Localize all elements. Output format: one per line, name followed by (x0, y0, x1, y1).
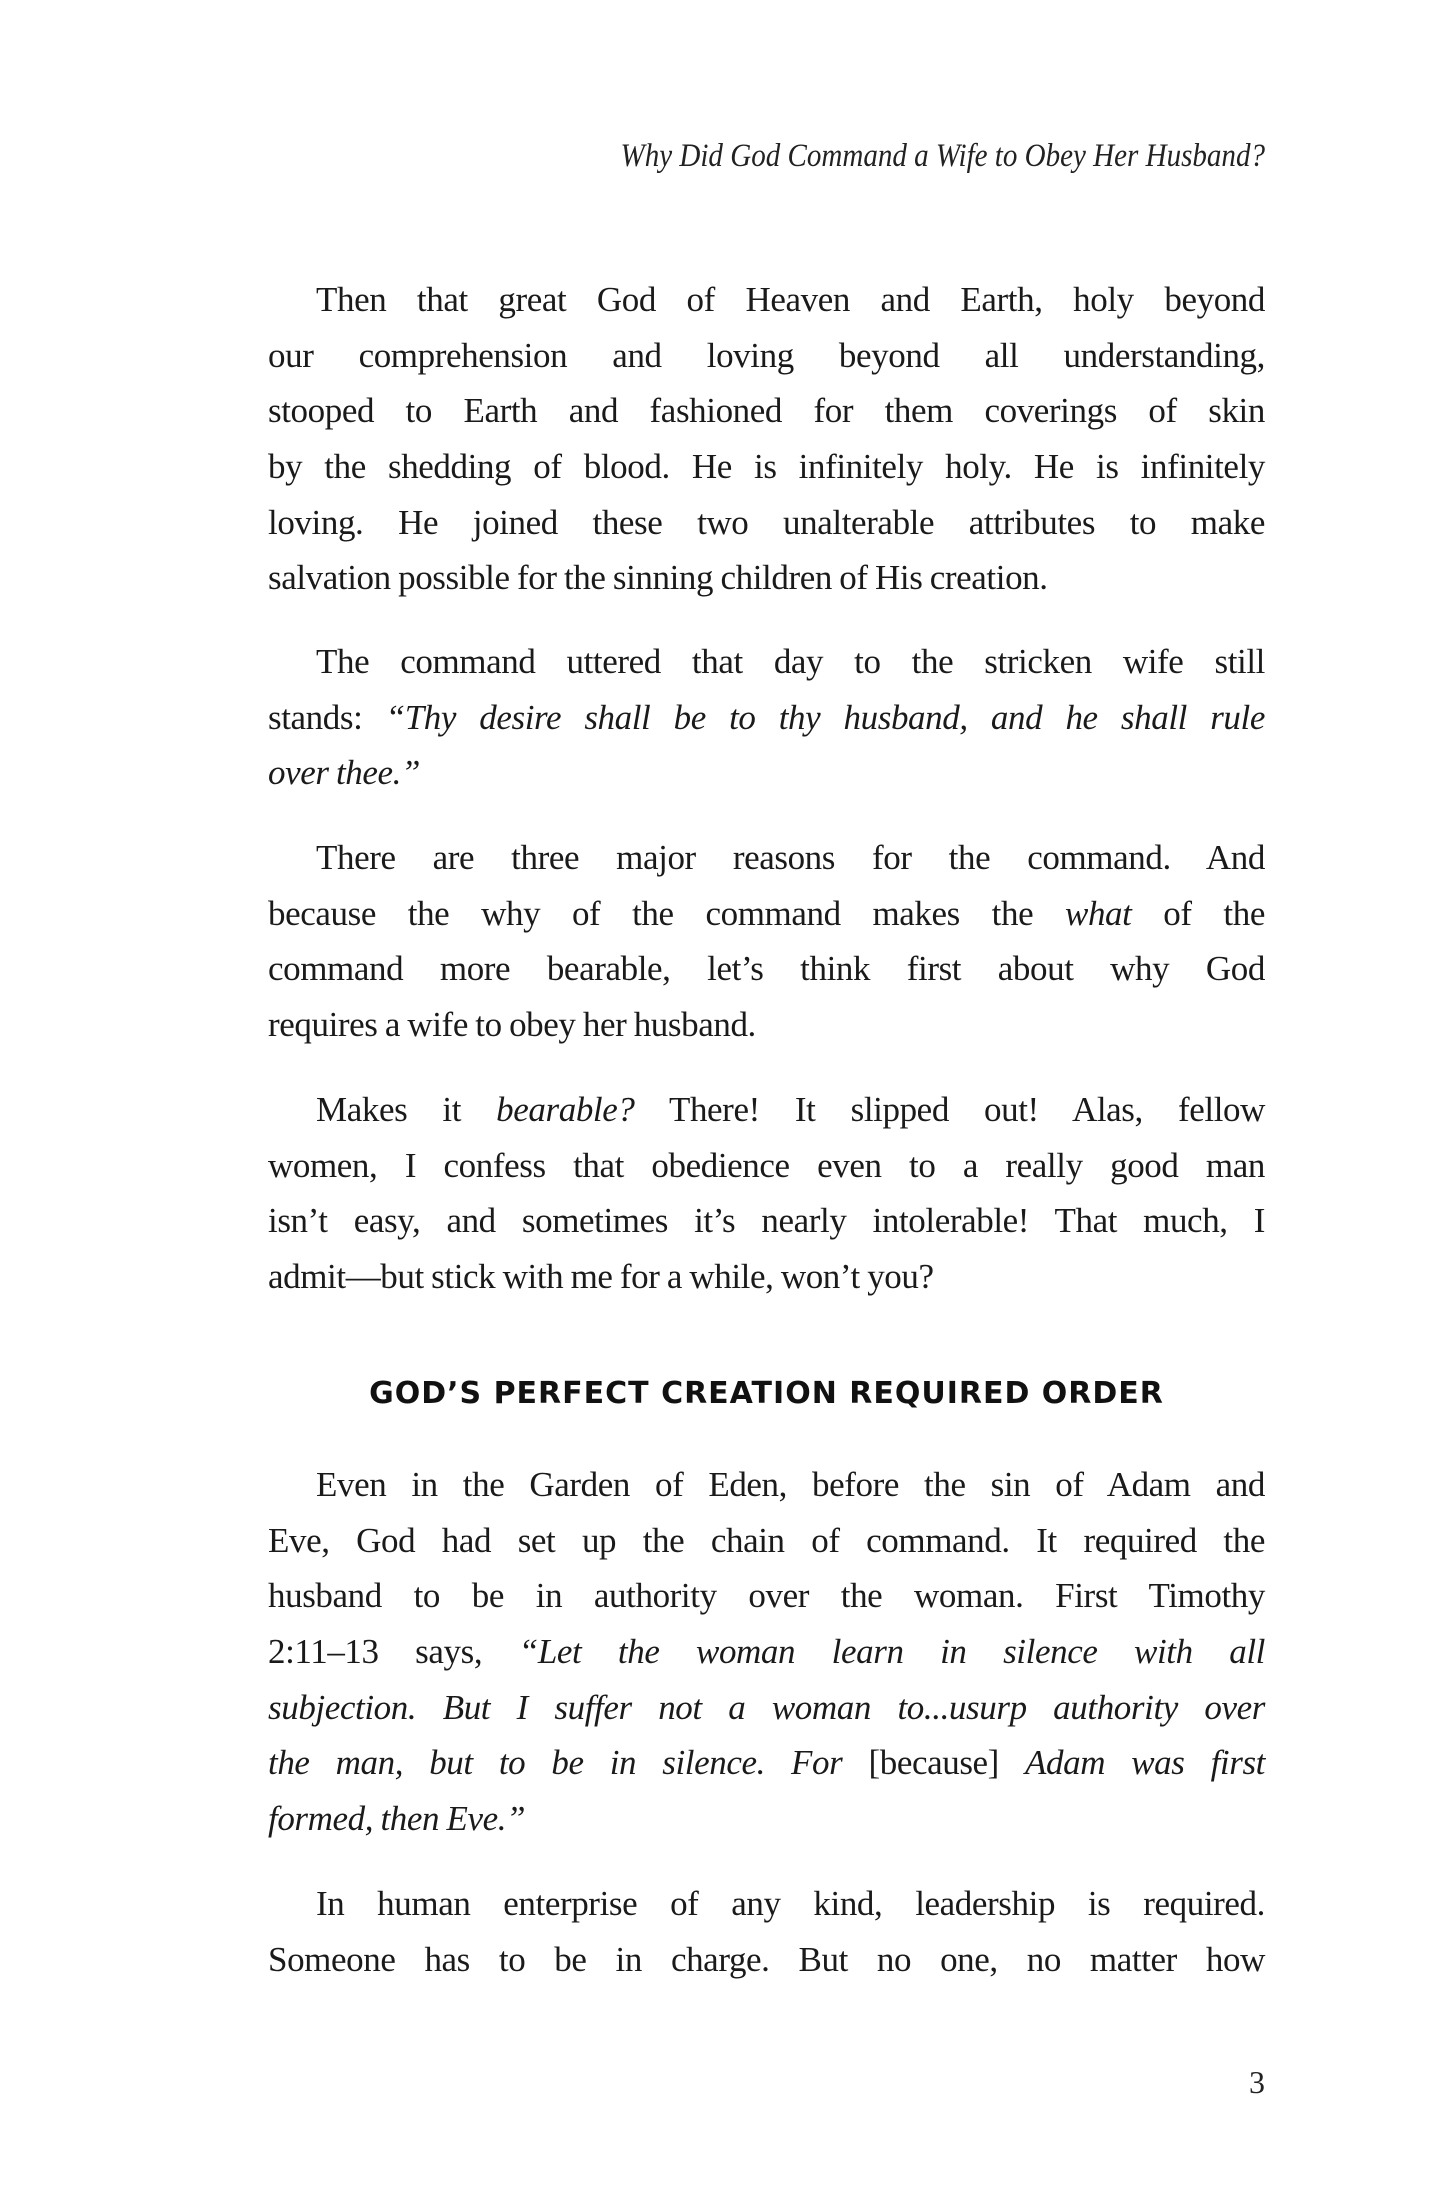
text-line (268, 1138, 1265, 1194)
text-run: by the shedding of blood. He is infinitely holy. He is infinitely (268, 447, 1265, 487)
text-line (268, 830, 1265, 886)
paragraph (268, 272, 1265, 606)
text-line (268, 1680, 1265, 1736)
text-run: requires a wife to obey her husband. (268, 1005, 756, 1045)
page-number: 3 (1249, 2064, 1265, 2100)
paragraph (268, 634, 1265, 801)
text-line (268, 1082, 1265, 1138)
text-line (268, 997, 1265, 1053)
text-run: The command uttered that day to the stricken wife still (316, 642, 1265, 681)
paragraph (268, 1457, 1265, 1847)
text-line (268, 1513, 1265, 1569)
text-run: our comprehension and loving beyond all understanding, (268, 335, 1265, 375)
text-run: Someone has to be in charge. But no one, no matter how (268, 1939, 1265, 1979)
italic-text: “Thy desire shall be to thy husband, and he shall rule (385, 697, 1265, 737)
text-run: There! It slipped out! Alas, fellow (634, 1090, 1265, 1129)
text-line (268, 1568, 1265, 1624)
paragraph (268, 1876, 1265, 1987)
text-line (268, 495, 1265, 551)
text-line (268, 745, 1265, 801)
text-run: stooped to Earth and fashioned for them coverings of skin (268, 391, 1265, 431)
text-line (268, 1249, 1265, 1305)
text-run: admit—but stick with me for a while, won’t you? (268, 1257, 934, 1297)
text-line (268, 272, 1265, 328)
text-line (268, 886, 1265, 942)
text-run: husband to be in authority over the woman. First Timothy (268, 1576, 1265, 1616)
text-line (268, 1735, 1265, 1791)
text-line (268, 690, 1265, 746)
italic-text: over thee.” (268, 753, 421, 793)
italic-text: bearable? (496, 1090, 635, 1129)
text-run: 2:11–13 says, (268, 1632, 519, 1672)
italic-text: Adam was first (1025, 1743, 1265, 1783)
text-run: loving. He joined these two unalterable attributes to make (268, 502, 1265, 542)
text-run: [because] (842, 1743, 1026, 1783)
text-run: women, I confess that obedience even to a really good man (268, 1145, 1265, 1185)
text-line (268, 1193, 1265, 1249)
text-line (268, 634, 1265, 690)
italic-text: “Let the woman learn in silence with all (518, 1632, 1265, 1672)
text-run: There are three major reasons for the command. And (316, 838, 1265, 877)
text-line (268, 941, 1265, 997)
text-line (268, 1932, 1265, 1988)
italic-text: what (1065, 893, 1132, 933)
running-head: Why Did God Command a Wife to Obey Her Husband? (620, 138, 1265, 174)
text-run: Even in the Garden of Eden, before the sin of Adam and (316, 1465, 1265, 1504)
paragraph (268, 1082, 1265, 1305)
text-run: Then that great God of Heaven and Earth, holy beyond (316, 280, 1265, 319)
text-run: of the (1131, 893, 1265, 933)
italic-text: the man, but to be in silence. For (268, 1743, 843, 1783)
text-line (268, 1876, 1265, 1932)
text-run: Makes it (316, 1090, 497, 1129)
text-run: because the why of the command makes the (268, 893, 1066, 933)
text-line (268, 550, 1265, 606)
text-line (268, 328, 1265, 384)
text-run: command more bearable, let’s think first about why God (268, 949, 1265, 989)
paragraph (268, 830, 1265, 1053)
text-run: salvation possible for the sinning children of His creation. (268, 558, 1048, 598)
text-run: stands: (268, 697, 386, 737)
text-run: Eve, God had set up the chain of command. It required the (268, 1520, 1265, 1560)
text-line (268, 1457, 1265, 1513)
text-line (268, 439, 1265, 495)
section-heading: GOD’S PERFECT CREATION REQUIRED ORDER (369, 1376, 1164, 1411)
text-line (268, 1624, 1265, 1680)
text-line (268, 1791, 1265, 1847)
text-run: In human enterprise of any kind, leadership is required. (316, 1884, 1265, 1923)
text-line (268, 383, 1265, 439)
italic-text: subjection. But I suffer not a woman to...usurp authority over (268, 1687, 1265, 1727)
text-run: isn’t easy, and sometimes it’s nearly intolerable! That much, I (268, 1201, 1265, 1241)
italic-text: formed, then Eve.” (268, 1799, 526, 1839)
